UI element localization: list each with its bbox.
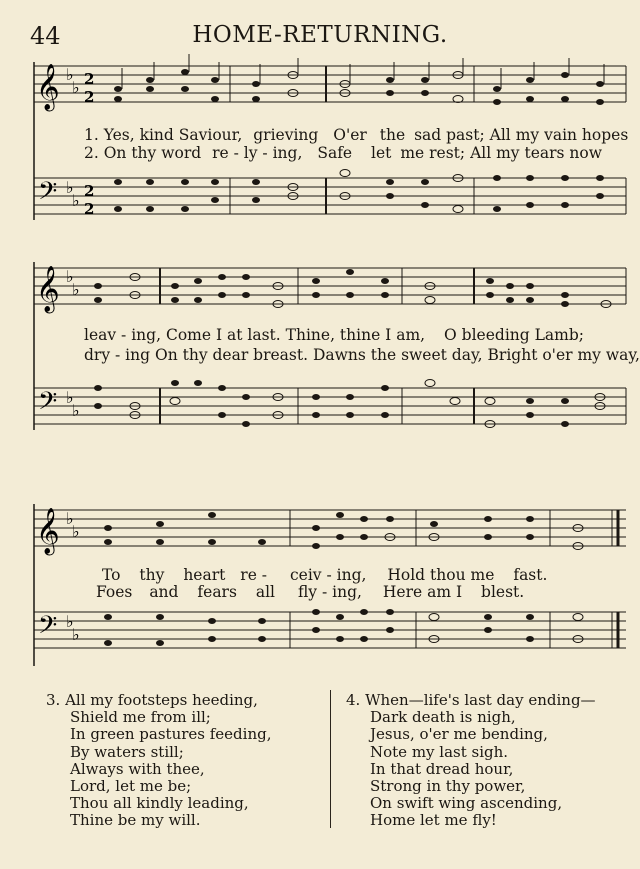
verse-line: Lord, let me be; [70,777,192,796]
lyric-word: dry - ing [84,346,151,364]
flat-icon: ♭ [66,267,74,286]
verse-divider [330,690,331,828]
music-system-1 [0,0,640,240]
treble-clef-icon: 𝄞 [36,266,60,312]
verse-line: Dark death is nigh, [370,708,516,727]
verse-line-text: When—life's last day ending— [365,691,596,709]
lyric-line-system-2-verse-2 [84,346,640,364]
verse-line: Jesus, o'er me bending, [370,725,548,744]
verse-line [346,692,596,709]
lyric-word: Come I at last. [165,326,281,344]
lyric-word: am [427,583,452,601]
lyric-word: and [149,583,179,601]
treble-notes-3 [104,512,583,550]
lyric-word: Here [382,583,423,601]
page-number: 44 [30,22,61,50]
lyric-word: Dawns the sweet day, [312,346,483,364]
time-signature: 2 [84,200,95,218]
bass-notes-1 [114,170,604,213]
lyric-line-system-3-verse-1 [102,566,547,584]
treble-notes-2 [94,269,611,308]
verse-line: Shield me from ill; [70,708,211,727]
lyric-word: me [470,566,495,584]
lyric-word: all [255,583,276,601]
lyric-word: Thine, thine I am, [285,326,426,344]
verse-line: Strong in thy power, [370,777,526,796]
time-signature: 2 [84,70,95,88]
lyric-word: Hold [387,566,426,584]
bass-notes-3 [104,609,583,646]
lyric-word: 2. On thy word [84,144,202,162]
lyric-word: sad past; [414,126,485,144]
lyric-word: Bright o'er my way, [487,346,640,364]
time-signature: 2 [84,182,95,200]
verse-line: In green pastures feeding, [70,725,272,744]
verse-line: On swift wing ascending, [370,794,563,813]
lyric-word: the [379,126,406,144]
page-title: HOME-RETURNING. [192,22,448,48]
treble-clef-icon: 𝄞 [36,64,60,110]
lyric-word: O'er [333,126,367,144]
lyric-word: thou [430,566,466,584]
verse-line: Thine be my will. [70,811,201,830]
bass-notes-2 [94,380,605,428]
lyric-word: heart [183,566,226,584]
lyric-line-system-3-verse-2 [96,583,524,601]
lyric-word: blest. [481,583,525,601]
lyric-line-system-2-verse-1 [84,326,584,344]
verse-line: Note my last sigh. [370,742,509,761]
lyric-word: re - [240,566,268,584]
verse-3 [46,692,272,830]
lyric-line-system-1-verse-1 [84,126,628,144]
verse-line: Thou all kindly leading, [70,794,249,813]
lyric-word: let [371,144,392,162]
bass-staff-1 [34,178,626,214]
lyric-word: thy [139,566,165,584]
lyric-word: me rest; [400,144,466,162]
flat-icon: ♭ [72,522,80,541]
lyric-line-system-1-verse-2 [84,144,602,162]
bass-staff-3 [34,612,626,648]
flat-icon: ♭ [72,280,80,299]
verse-number: 4. [346,691,361,709]
verse-line [46,692,272,709]
lyric-word: 1. Yes, kind Saviour, [84,126,243,144]
flat-icon: ♭ [66,388,74,407]
verse-4 [346,692,596,830]
verse-line: In that dread hour, [370,759,514,778]
lyric-word: All my vain hopes [489,126,629,144]
lyric-word: To [102,566,121,584]
time-signature: 2 [84,88,95,106]
lyric-word: O bleeding Lamb; [444,326,584,344]
lyric-word: ceiv - ing, [289,566,367,584]
lyric-word: fears [197,583,237,601]
bass-clef-icon: 𝄢 [38,387,58,422]
flat-icon: ♭ [72,191,80,210]
flat-icon: ♭ [66,178,74,197]
flat-icon: ♭ [66,65,74,84]
lyric-word: Foes [96,583,133,601]
verse-line: Home let me fly! [370,811,497,830]
lyric-word: On thy dear breast. [154,346,309,364]
verse-number: 3. [46,691,61,709]
treble-clef-icon: 𝄞 [36,508,60,554]
verse-line: Always with thee, [70,759,205,778]
bass-clef-icon: 𝄢 [38,611,58,646]
lyric-word: re - ly - ing, [212,144,303,162]
verse-line-text: All my footsteps heeding, [65,691,258,709]
treble-notes-1 [114,69,604,105]
flat-icon: ♭ [72,78,80,97]
verse-line: By waters still; [70,742,184,761]
bass-staff-2 [34,388,626,424]
lyric-word: leav - ing, [84,326,162,344]
bass-clef-icon: 𝄢 [38,177,58,212]
flat-icon: ♭ [66,509,74,528]
lyric-word: fast. [513,566,548,584]
lyric-word: fly - ing, [297,583,362,601]
flat-icon: ♭ [66,612,74,631]
lyric-word: I [455,583,463,601]
lyric-word: Safe [317,144,353,162]
flat-icon: ♭ [72,625,80,644]
lyric-word: grieving [253,126,319,144]
flat-icon: ♭ [72,401,80,420]
lyric-word: All my tears now [470,144,603,162]
